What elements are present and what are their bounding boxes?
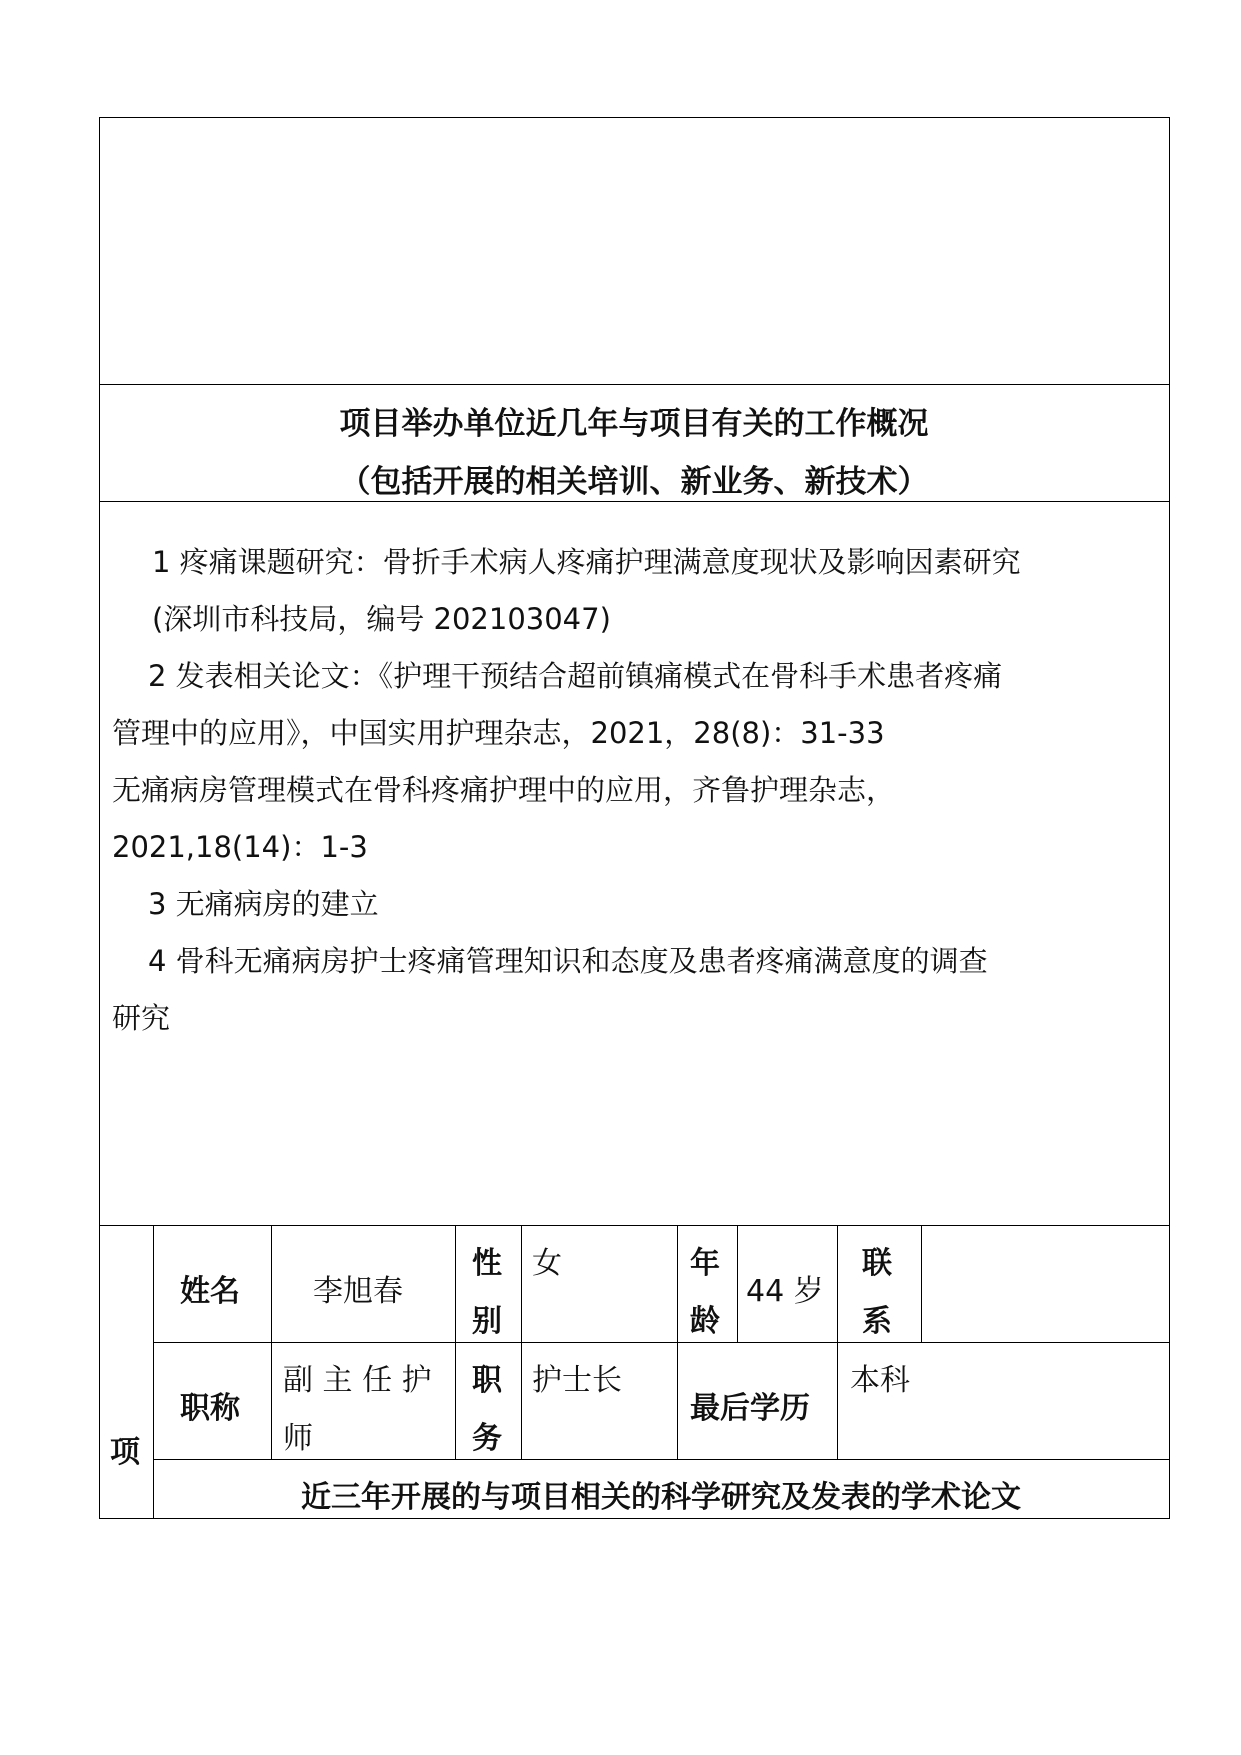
title-value-2: 师 bbox=[283, 1421, 313, 1456]
contact-label-2: 系 bbox=[862, 1304, 892, 1339]
overview-item-2b: 无痛病房管理模式在骨科疼痛护理中的应用，齐鲁护理杂志， bbox=[112, 773, 896, 807]
position-label-1: 职 bbox=[472, 1363, 502, 1398]
table-bottom-border bbox=[99, 1518, 1170, 1519]
position-value: 护士长 bbox=[532, 1363, 622, 1398]
table-divider-4 bbox=[153, 1342, 1170, 1343]
overview-item-3: 3 无痛病房的建立 bbox=[148, 887, 379, 921]
age-value: 44 岁 bbox=[746, 1274, 824, 1309]
overview-item-4-cont: 研究 bbox=[112, 1001, 171, 1035]
table-divider-1 bbox=[99, 384, 1170, 385]
gender-label-1: 性 bbox=[472, 1246, 502, 1281]
overview-item-2b-cont: 2021,18(14)：1-3 bbox=[112, 830, 368, 864]
title-value-1: 副 主 任 护 bbox=[283, 1363, 432, 1398]
gender-value: 女 bbox=[532, 1246, 562, 1281]
table-divider-5 bbox=[153, 1459, 1170, 1460]
overview-item-4: 4 骨科无痛病房护士疼痛管理知识和态度及患者疼痛满意度的调查 bbox=[148, 944, 988, 978]
position-label-2: 务 bbox=[472, 1421, 502, 1456]
col-divider-d bbox=[677, 1225, 678, 1460]
table-right-border bbox=[1169, 117, 1170, 1519]
name-label: 姓名 bbox=[180, 1274, 240, 1309]
overview-item-2-cont: 管理中的应用》，中国实用护理杂志，2021，28(8)：31-33 bbox=[112, 716, 885, 750]
col-divider-f bbox=[837, 1225, 838, 1460]
col-divider-g bbox=[921, 1225, 922, 1342]
col-divider-a bbox=[271, 1225, 272, 1460]
side-label: 项 bbox=[110, 1435, 140, 1470]
col-divider-c bbox=[521, 1225, 522, 1460]
overview-item-1-cont: (深圳市科技局，编号 202103047) bbox=[152, 602, 611, 636]
name-value: 李旭春 bbox=[313, 1274, 403, 1309]
research-heading: 近三年开展的与项目相关的科学研究及发表的学术论文 bbox=[301, 1480, 1021, 1515]
col-divider-e bbox=[737, 1225, 738, 1342]
age-label-2: 龄 bbox=[690, 1304, 720, 1339]
age-label-1: 年 bbox=[690, 1246, 720, 1281]
table-divider-2 bbox=[99, 501, 1170, 502]
education-value: 本科 bbox=[850, 1363, 910, 1398]
overview-item-1: 1 疼痛课题研究：骨折手术病人疼痛护理满意度现状及影响因素研究 bbox=[152, 545, 1021, 579]
education-label: 最后学历 bbox=[690, 1391, 810, 1426]
contact-label-1: 联 bbox=[862, 1246, 892, 1281]
table-divider-3 bbox=[99, 1225, 1170, 1226]
gender-label-2: 别 bbox=[472, 1304, 502, 1339]
overview-title-line2: （包括开展的相关培训、新业务、新技术） bbox=[339, 464, 929, 500]
table-top-border bbox=[99, 117, 1170, 118]
overview-item-2: 2 发表相关论文：《护理干预结合超前镇痛模式在骨科手术患者疼痛 bbox=[148, 659, 1003, 693]
table-left-border bbox=[99, 117, 100, 1519]
col-divider-b bbox=[455, 1225, 456, 1460]
overview-title-line1: 项目举办单位近几年与项目有关的工作概况 bbox=[339, 406, 929, 442]
title-label: 职称 bbox=[180, 1391, 240, 1426]
